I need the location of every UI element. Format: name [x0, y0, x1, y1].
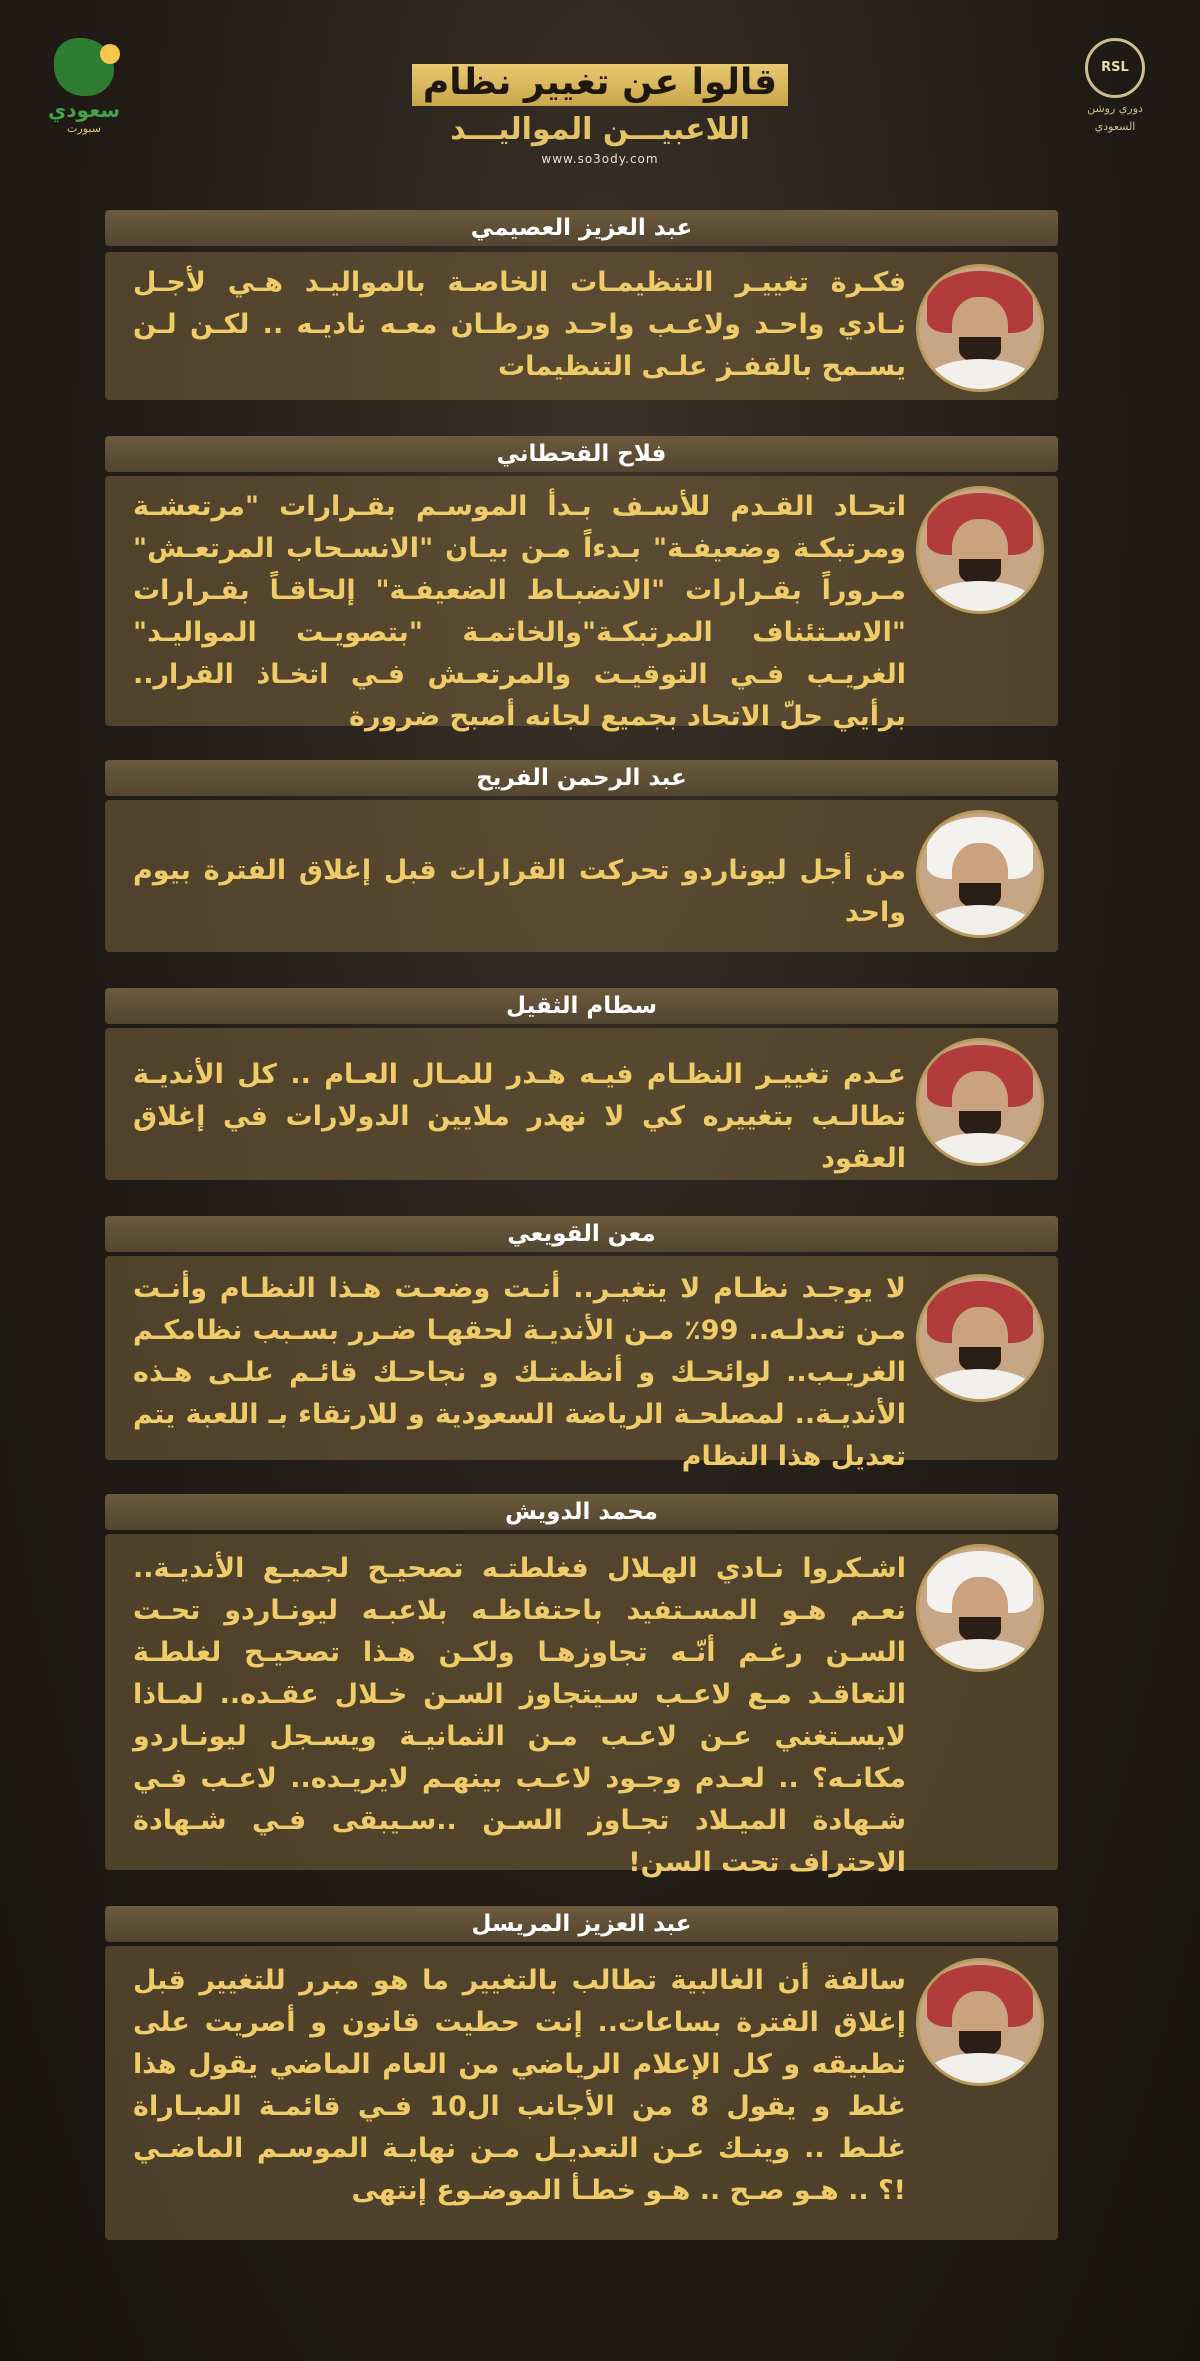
speaker-name: عبد الرحمن الفريح	[105, 760, 1058, 796]
logo-left-sub: سبورت	[67, 122, 101, 135]
speaker-name: محمد الدويش	[105, 1494, 1058, 1530]
rsl-logo	[1070, 38, 1160, 138]
quote-text: من أجل ليوناردو تحركت القرارات قبل إغلاق الفترة بيوم واحد	[133, 855, 906, 928]
quote-text: اتحـاد القـدم للأسـف بـدأ الموسـم بقـرارات "مرتعشـة ومرتبكـة وضعيفـة" بـدءاً مـن بيـان "الانسـحاب المرتعـش" مـروراً بقـرارات "الانضبـاط الضعيفـة" إلحاقـاً بقـرارات "الاسـتئناف المرتبكـة"والخاتمـة "بتصويـت المواليـد" الغريـب فـي التوقيـت والمرتعـش فـي اتخـاذ القرار.. برأيي حلّ الاتحاد بجميع لجانه أصبح ضرورة	[133, 491, 906, 732]
quote-text: اشـكروا نـادي الهـلال فغلطتـه تصحيـح لجميـع الأنديـة.. نعـم هـو المسـتفيد باحتفاظـه بلاعبـه ليونـاردو تحـت السـن رغـم أنّـه تجاوزهـا ولكـن هـذا تصحيـح لغلطـة التعاقـد مـع لاعـب سـيتجاوز السـن خـلال عقـده.. لمـاذا لايسـتغني عـن لاعـب مـن الثمانيـة ويسـجل ليونـاردو مكانـه؟ .. لعـدم وجـود لاعـب بينهـم لايريـده.. لاعـب فـي شـهادة الميـلاد تجـاوز السـن ..سـيبقى فـي شـهادة الاحتراف تحت السن!	[133, 1553, 906, 1878]
avatar-icon	[916, 486, 1044, 614]
rsl-line-1: دوري روشن	[1087, 102, 1143, 115]
speaker-name: معن القويعي	[105, 1216, 1058, 1252]
quote-text: عـدم تغييـر النظـام فيـه هـدر للمـال العـام .. كل الأنديـة تطالـب بتغييره كي لا نهدر ملايين الدولارات في إغلاق العقود	[133, 1059, 906, 1174]
quote-box	[105, 1028, 1058, 1180]
speaker-name: عبد العزيز المريسل	[105, 1906, 1058, 1942]
quote-box	[105, 252, 1058, 400]
avatar-icon	[916, 264, 1044, 392]
speaker-name: سطام الثقيل	[105, 988, 1058, 1024]
avatar-icon	[916, 810, 1044, 938]
quote-box	[105, 1534, 1058, 1878]
quote-card	[105, 760, 1058, 952]
quote-card	[105, 436, 1058, 732]
quote-box	[105, 800, 1058, 952]
saudi-map-icon	[54, 38, 114, 96]
quote-box	[105, 1256, 1058, 1472]
quote-text: لا يوجـد نظـام لا يتغيـر.. أنـت وضعـت هـذا النظـام وأنـت مـن تعدلـه.. 99٪ مـن الأنديـة لحقهـا ضـرر بسـبب نظامكـم الغريـب.. لوائحـك و أنظمتـك و نجاحـك قائـم علـى هـذه الأنديـة.. لمصلحـة الرياضة السعودية و للارتقاء بـ اللعبة يتم تعديل هذا النظام	[133, 1273, 906, 1472]
speaker-name: عبد العزيز العصيمي	[105, 210, 1058, 246]
quote-text: سالفة أن الغالبية تطالب بالتغيير ما هو مبرر للتغيير قبل إغلاق الفترة بساعات.. إنت حطيت قانون و أصريت على تطبيقه و كل الإعلام الرياضي من العام الماضي يقول هذا غلط و يقول 8 من الأجانب ال10 فـي قائمـة المبـاراة غلـط .. وينـك عـن التعديـل مـن نهايـة الموسـم الماضـي !؟ .. هـو صـح .. هـو خطـأ الموضـوع إنتهى	[133, 1965, 906, 2206]
avatar-icon	[916, 1544, 1044, 1672]
quote-card	[105, 988, 1058, 1180]
quote-card	[105, 1906, 1058, 2240]
quote-card	[105, 210, 1058, 400]
ball-icon	[100, 44, 120, 64]
logo-left-text: سعودي	[47, 98, 121, 122]
page-title: قالوا عن تغيير نظام	[422, 62, 778, 103]
website-url: www.so3ody.com	[541, 152, 659, 166]
avatar-icon	[916, 1274, 1044, 1402]
page-subtitle: اللاعبيـــن المواليـــد	[450, 112, 750, 147]
saudi-sport-logo	[42, 38, 126, 138]
quote-card	[105, 1494, 1058, 1878]
rsl-line-2: السعودي	[1094, 120, 1136, 133]
quote-text: فكـرة تغييـر التنظيمـات الخاصـة بالمواليـد هـي لأجـل نـادي واحـد ولاعـب واحـد ورطـان معـه ناديـه .. لكـن لـن يسـمح بالقفـز علـى التنظيمات	[133, 267, 906, 382]
header	[0, 0, 1200, 190]
avatar-icon	[916, 1038, 1044, 1166]
speaker-name: فلاح القحطاني	[105, 436, 1058, 472]
quote-box	[105, 1946, 1058, 2240]
avatar-icon	[916, 1958, 1044, 2086]
rsl-badge-icon: RSL	[1085, 38, 1145, 98]
quote-box	[105, 476, 1058, 732]
quote-card	[105, 1216, 1058, 1472]
